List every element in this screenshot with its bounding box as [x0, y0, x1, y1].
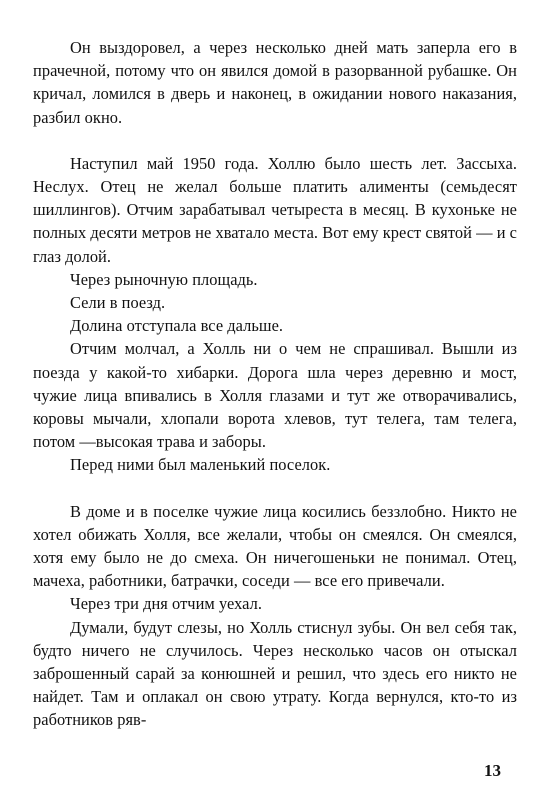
section-2 [33, 152, 517, 477]
section-1 [33, 36, 517, 129]
section-gap [33, 129, 517, 152]
paragraph: Перед ними был маленький поселок. [70, 455, 331, 475]
paragraph: Через рыночную площадь. [70, 269, 258, 289]
section-3 [33, 500, 517, 732]
paragraph: Наступил май 1950 года. Холлю было шесть лет. Зассыха. Неслух. Отец не желал больше платить алименты (семьдесят шиллингов). Отчим зарабатывал четыреста в месяц. В кухоньке не полных десяти метров не хватало места. Вот ему крест святой — и с глаз долой. [33, 153, 517, 266]
page-body [33, 36, 517, 732]
paragraph: Он выздоровел, а через несколько дней мать заперла его в прачечной, потому что он явился домой в разорванной рубашке. Он кричал, ломился в дверь и наконец, в ожидании нового наказания, разбил окно. [33, 38, 517, 127]
paragraph: Думали, будут слезы, но Холль стиснул зубы. Он вел себя так, будто ничего не случилось. Через несколько часов он отыскал заброшенный сарай за конюшней и решил, что здесь его никто не найдет. Там и оплакал он свою утрату. Когда вернулся, кто-то из работников ряв- [33, 617, 517, 730]
paragraph: В доме и в поселке чужие лица косились беззлобно. Никто не хотел обижать Холля, все желали, чтобы он смеялся. Он смеялся, хотя ему было не до смеха. Он ничегошеньки не понимал. Отец, мачеха, работники, батрачки, соседи — все его привечали. [33, 501, 517, 591]
section-gap [33, 477, 517, 500]
paragraph: Отчим молчал, а Холль ни о чем не спрашивал. Вышли из поезда у какой-то хибарки. Дорога шла через деревню и мост, чужие лица впивались в Холля глазами и тут же отворачивались, коровы мычали, хлопали ворота хлевов, тут телега, там телега, потом —высокая трава и заборы. [33, 339, 517, 452]
paragraph: Через три дня отчим уехал. [70, 594, 262, 614]
page-number: 13 [484, 761, 501, 780]
paragraph: Долина отступала все дальше. [70, 316, 284, 336]
paragraph: Сели в поезд. [70, 293, 166, 313]
